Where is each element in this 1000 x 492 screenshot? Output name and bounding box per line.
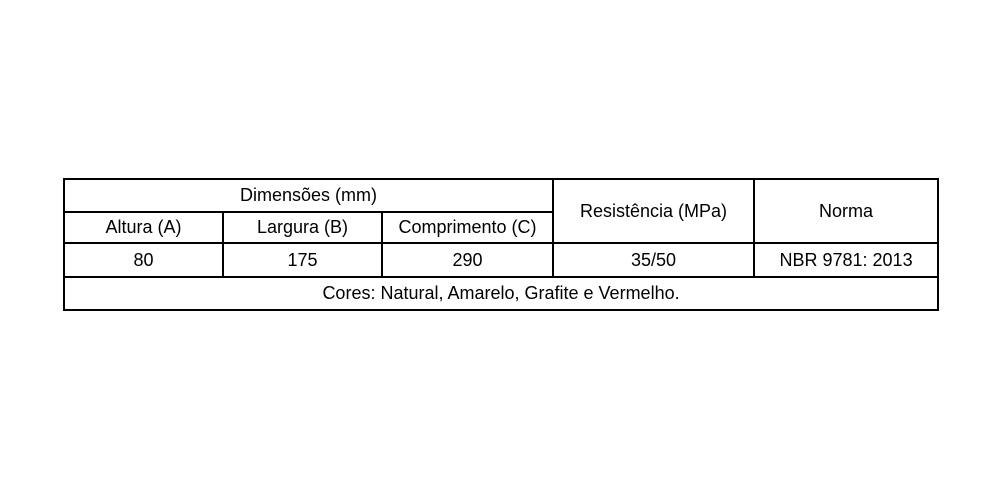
header-resistance: Resistência (MPa) [553, 179, 754, 243]
footer-cores: Cores: Natural, Amarelo, Grafite e Vermelho. [64, 277, 938, 310]
table-row-group-header [64, 179, 938, 212]
value-largura: 175 [223, 243, 382, 277]
value-norma: NBR 9781: 2013 [754, 243, 938, 277]
table-row-footer [64, 277, 938, 310]
value-altura: 80 [64, 243, 223, 277]
table-row-values [64, 243, 938, 277]
spec-table-container [63, 178, 939, 311]
value-resistencia: 35/50 [553, 243, 754, 277]
header-altura: Altura (A) [64, 212, 223, 243]
header-dimensions-group: Dimensões (mm) [64, 179, 553, 212]
header-comprimento: Comprimento (C) [382, 212, 553, 243]
value-comprimento: 290 [382, 243, 553, 277]
spec-table [63, 178, 939, 311]
header-largura: Largura (B) [223, 212, 382, 243]
header-norma: Norma [754, 179, 938, 243]
